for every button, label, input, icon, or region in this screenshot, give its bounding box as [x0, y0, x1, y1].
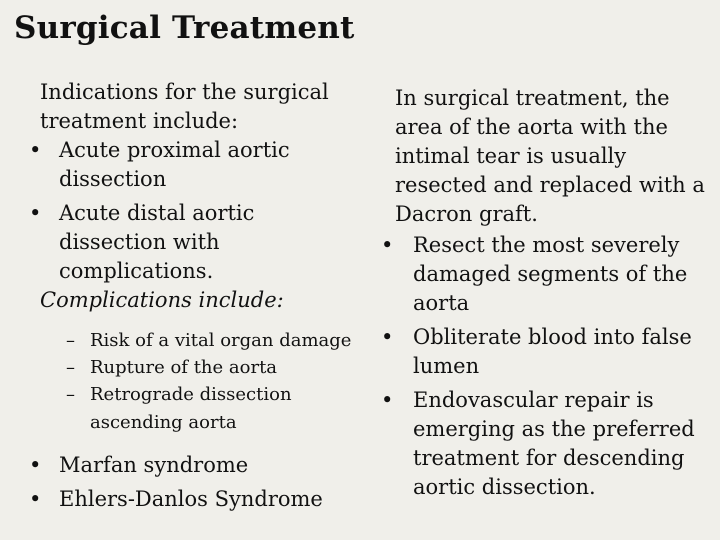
list-item — [378, 386, 708, 502]
indications-intro: Indications for the surgical treatment include: — [40, 80, 329, 133]
dash-marker: – — [66, 330, 75, 351]
list-item — [24, 381, 364, 437]
list-item — [24, 199, 364, 286]
bullet-marker: • — [29, 487, 42, 511]
dash-marker: – — [66, 384, 75, 405]
list-item — [378, 231, 708, 318]
list-item — [24, 327, 364, 355]
list-item-text: Rupture of the aorta — [90, 357, 278, 378]
complications-heading: Complications include: — [40, 288, 284, 312]
complications-list — [24, 327, 364, 437]
treatment-list — [378, 231, 708, 502]
list-item — [24, 485, 364, 514]
list-item — [24, 354, 364, 382]
bullet-marker: • — [381, 325, 394, 349]
list-item-text: Ehlers-Danlos Syndrome — [59, 487, 323, 511]
treatment-intro: In surgical treatment, the area of the aorta with the intimal tear is usually resected and replaced with a Dacron graft. — [395, 86, 705, 226]
list-item-text: Marfan syndrome — [59, 453, 249, 477]
list-item-text: Obliterate blood into false lumen — [413, 325, 692, 378]
list-item-text: Acute distal aortic dissection with complications. — [59, 201, 255, 283]
indications-list — [24, 136, 364, 286]
right-column — [378, 84, 708, 502]
bullet-marker: • — [29, 201, 42, 225]
list-item — [24, 136, 364, 194]
list-item — [24, 451, 364, 480]
bullet-marker: • — [29, 453, 42, 477]
list-item — [378, 323, 708, 381]
bullet-marker: • — [381, 233, 394, 257]
left-column — [24, 78, 364, 514]
syndromes-list — [24, 451, 364, 514]
list-item-text: Acute proximal aortic dissection — [59, 138, 290, 191]
list-item-text: Endovascular repair is emerging as the preferred treatment for descending aortic dissection. — [413, 388, 695, 499]
bullet-marker: • — [29, 138, 42, 162]
list-item-text: Retrograde dissection ascending aorta — [90, 384, 292, 433]
bullet-marker: • — [381, 388, 394, 412]
list-item-text: Resect the most severely damaged segments of the aorta — [413, 233, 688, 315]
dash-marker: – — [66, 357, 75, 378]
list-item-text: Risk of a vital organ damage — [90, 330, 352, 351]
slide-title: Surgical Treatment — [14, 10, 355, 46]
